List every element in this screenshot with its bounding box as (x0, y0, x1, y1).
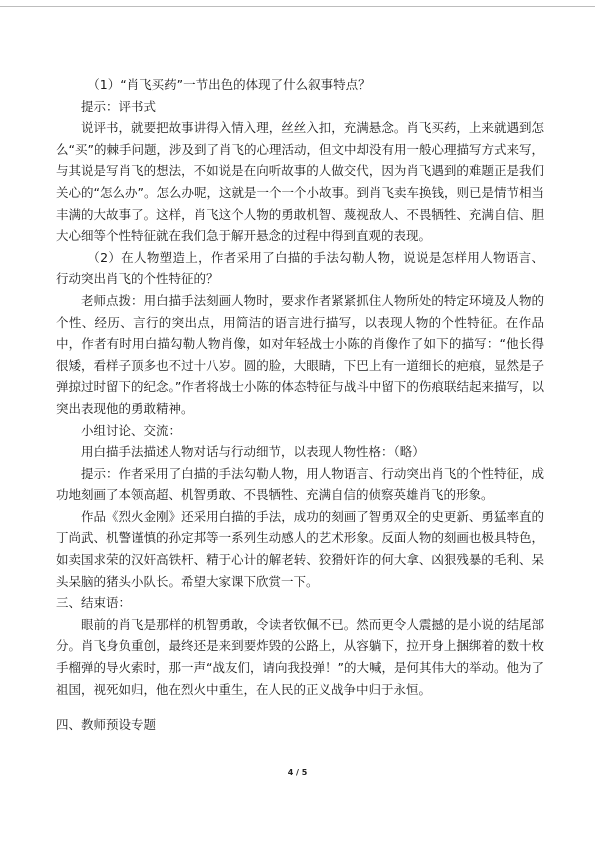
hint-1: 提示：评书式 (81, 98, 157, 114)
document-body (56, 74, 544, 736)
page-number: 4 / 5 (287, 768, 308, 777)
explanation-1: 说评书，就要把故事讲得入情入理，丝丝入扣，充满悬念。肖飞买药，上来就遇到怎么“买”的棘手问题，涉及到了肖飞的心理活动，但文中却没有用一般心理描写方式来写，与其说是写肖飞的想法，不如说是在向听故事的人做交代，因为肖飞遇到的难题正是我们关心的“怎么办”。怎么办呢，这就是一个一个小故事。到肖飞卖车换钱，则已是情节相当丰满的大故事了。这样，肖飞这个人物的勇敢机智、蔑视敌人、不畏牺牲、充满自信、胆大心细等个性特征就在我们急于解开悬念的过程中得到直观的表现。 (56, 120, 544, 244)
question-2: （2）在人物塑造上，作者采用了白描的手法勾勒人物，说说是怎样用人物语言、行动突出肖飞的个性特征的？ (56, 249, 544, 287)
teacher-guidance: 老师点拨：用白描手法刻画人物时，要求作者紧紧抓住人物所处的特定环境及人物的个性、经历、言行的突出点，用简洁的语言进行描写，以表现人物的个性特征。在作品中，作者有时用白描勾勒人物肖像，如对年轻战士小陈的肖像作了如下的描写：“他长得很矮，看样子顶多也不过十八岁。圆的脸，大眼睛，下巴上有一道细长的疤痕，显然是子弹掠过时留下的纪念。”作者将战士小陈的体态特征与战斗中留下的伤痕联结起来描写，以突出表现他的勇敢精神。 (56, 292, 544, 416)
group-discussion: 小组讨论、交流： (81, 422, 182, 438)
work-appreciation: 作品《烈火金刚》还采用白描的手法，成功的刻画了智勇双全的史更新、勇猛率直的丁尚武、机警谨慎的孙定邦等一系列生动感人的艺术形象。反面人物的刻画也极具特色，如卖国求荣的汉奸高铁杆、精于心计的解老转、狡猾奸诈的何大拿、凶狠残暴的毛利、呆头呆脑的猪头小队长。希望大家课下欣赏一下。 (56, 508, 544, 589)
section-heading-3: 三、结束语： (56, 595, 132, 611)
question-1: （1）“肖飞买药”一节出色的体现了什么叙事特点？ (87, 77, 371, 92)
header-rule (0, 6, 595, 7)
exercise: 用白描手法描述人物对话与行动细节，以表现人物性格：（略） (81, 444, 425, 460)
hint-2: 提示：作者采用了白描的手法勾勒人物，用人物语言、行动突出肖飞的个性特征，成功地刻画了本领高超、机智勇敢、不畏牺牲、充满自信的侦察英雄肖飞的形象。 (56, 465, 544, 503)
section-heading-4: 四、教师预设专题 (56, 717, 157, 733)
conclusion: 眼前的肖飞是那样的机智勇敢，令读者钦佩不已。然而更令人震撼的是小说的结尾部分。肖飞身负重创，最终还是来到要炸毁的公路上，从容躺下，拉开身上捆绑着的数十枚手榴弹的导火索时，那一声“战友们，请向我投弹！”的大喊，是何其伟大的举动。他为了祖国，视死如归，他在烈火中重生，在人民的正义战争中归于永恒。 (56, 616, 544, 697)
